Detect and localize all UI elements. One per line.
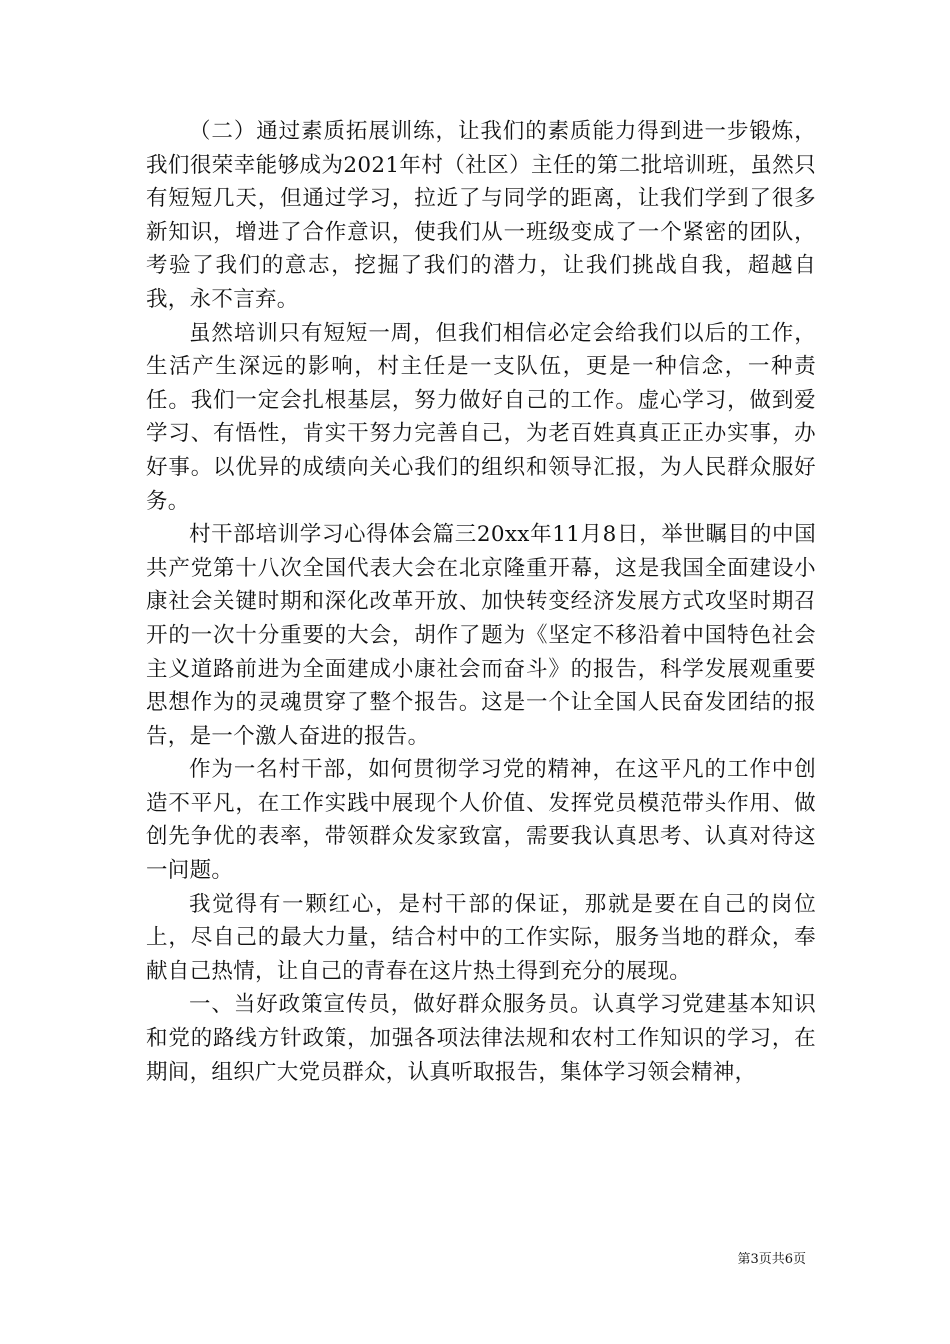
page-number-footer: 第3页共6页 <box>737 1252 806 1267</box>
paragraph-4: 作为一名村干部，如何贯彻学习党的精神，在这平凡的工作中创造不平凡，在工作实践中展现个人价值、发挥党员模范带头作用、做创先争优的表率，带领群众发家致富，需要我认真思考、认真对待这一问题。 <box>146 757 816 884</box>
document-body <box>146 115 816 1089</box>
paragraph-3: 村干部培训学习心得体会篇三20xx年11月8日，举世瞩目的中国共产党第十八次全国代表大会在北京隆重开幕，这是我国全面建设小康社会关键时期和深化改革开放、加快转变经济发展方式攻坚时期召开的一次十分重要的大会，胡作了题为《坚定不移沿着中国特色社会主义道路前进为全面建成小康社会而奋斗》的报告，科学发展观重要思想作为的灵魂贯穿了整个报告。这是一个让全国人民奋发团结的报告，是一个激人奋进的报告。 <box>146 522 816 749</box>
paragraph-2: 虽然培训只有短短一周，但我们相信必定会给我们以后的工作，生活产生深远的影响，村主任是一支队伍，更是一种信念，一种责任。我们一定会扎根基层，努力做好自己的工作。虚心学习，做到爱学习、有悟性，肯实干努力完善自己，为老百姓真真正正办实事，办好事。以优异的成绩向关心我们的组织和领导汇报，为人民群众服好务。 <box>146 320 816 514</box>
paragraph-5: 我觉得有一颗红心，是村干部的保证，那就是要在自己的岗位上，尽自己的最大力量，结合村中的工作实际，服务当地的群众，奉献自己热情，让自己的青春在这片热土得到充分的展现。 <box>146 891 816 984</box>
paragraph-6: 一、当好政策宣传员，做好群众服务员。认真学习党建基本知识和党的路线方针政策，加强各项法律法规和农村工作知识的学习，在期间，组织广大党员群众，认真听取报告，集体学习领会精神， <box>146 992 816 1085</box>
paragraph-1: （二）通过素质拓展训练，让我们的素质能力得到进一步锻炼，我们很荣幸能够成为2021年村（社区）主任的第二批培训班，虽然只有短短几天，但通过学习，拉近了与同学的距离，让我们学到了很多新知识，增进了合作意识，使我们从一班级变成了一个紧密的团队，考验了我们的意志，挖掘了我们的潜力，让我们挑战自我，超越自我，永不言弃。 <box>146 119 816 312</box>
